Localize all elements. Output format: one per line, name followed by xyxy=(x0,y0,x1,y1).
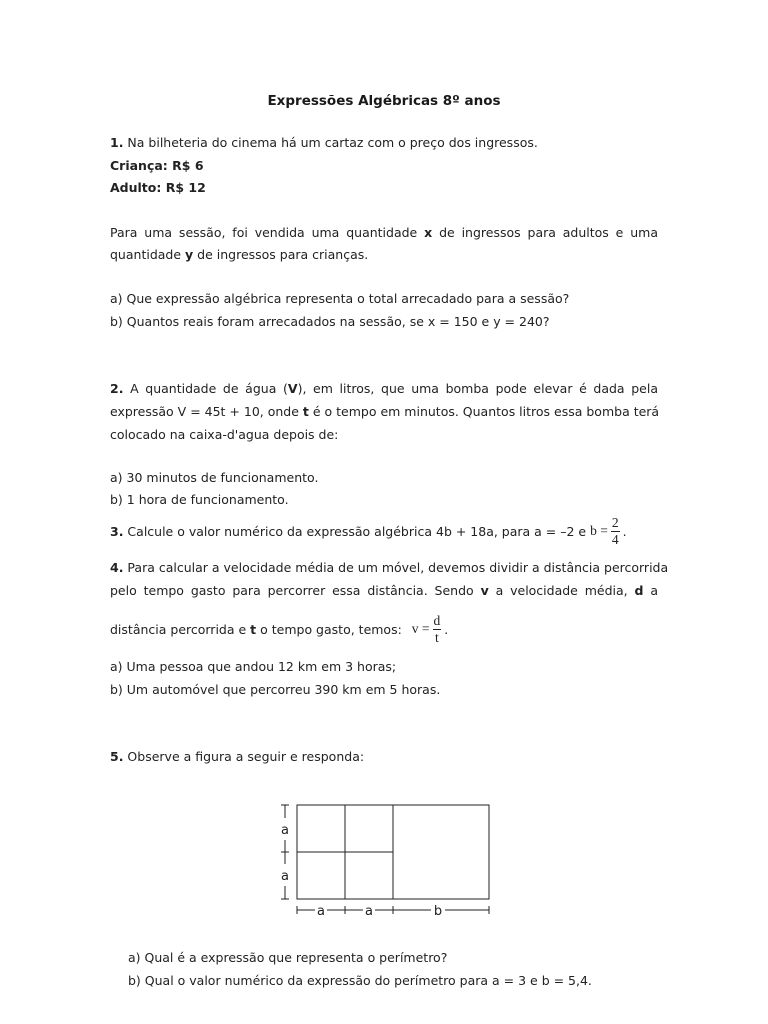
question-3: 3. Calcule o valor numérico da expressão algébrica 4b + 18a, para a = –2 e b = $\frac{2}{4}$ . xyxy=(110,515,627,547)
question-4-line-3: distância percorrida e t o tempo gasto, temos: v = $\frac{d}{t}$ . xyxy=(110,613,449,645)
question-4-v-label: v = xyxy=(411,621,430,636)
question-1-number: 1. xyxy=(110,135,124,150)
question-2-line-3: colocado na caixa-d'agua depois de: xyxy=(110,427,339,442)
question-1-paragraph-line-2: quantidade y de ingressos para crianças. xyxy=(110,247,369,262)
question-3-number: 3. xyxy=(110,523,124,539)
question-2-line-2: expressão V = 45t + 10, onde t é o tempo em minutos. Quantos litros essa bomba terá xyxy=(110,404,660,419)
question-4-fraction: $\frac{d}{t}$ xyxy=(433,613,441,645)
question-4-number: 4. xyxy=(110,560,124,575)
label-a-h1: a xyxy=(317,904,325,919)
label-a-top: a xyxy=(281,823,289,838)
label-a-h2: a xyxy=(365,904,373,919)
question-1-item-a: a) Que expressão algébrica representa o total arrecadado para a sessão? xyxy=(110,291,570,306)
question-5-item-b: b) Qual o valor numérico da expressão do perímetro para a = 3 e b = 5,4. xyxy=(128,973,592,988)
question-2-number: 2. xyxy=(110,381,124,396)
vertical-dimension xyxy=(281,805,289,899)
question-2-item-a: a) 30 minutos de funcionamento. xyxy=(110,470,319,485)
question-2-item-b: b) 1 hora de funcionamento. xyxy=(110,492,289,507)
question-1-paragraph-line-1: Para uma sessão, foi vendida uma quantidade x de ingressos para adultos e uma xyxy=(110,225,659,240)
price-child: Criança: R$ 6 xyxy=(110,158,204,173)
label-b: b xyxy=(433,904,443,919)
price-adult: Adulto: R$ 12 xyxy=(110,180,206,195)
question-4-item-b: b) Um automóvel que percorreu 390 km em 5 horas. xyxy=(110,682,441,697)
question-1-item-b: b) Quantos reais foram arrecadados na sessão, se x = 150 e y = 240? xyxy=(110,314,550,329)
question-4-line-1: 4. Para calcular a velocidade média de um móvel, devemos dividir a distância percorrida xyxy=(110,560,669,575)
question-4-line-2: pelo tempo gasto para percorrer essa distância. Sendo v a velocidade média, d a xyxy=(110,583,658,598)
question-2-line-1: 2. A quantidade de água (V), em litros, que uma bomba pode elevar é dada pela xyxy=(110,381,658,396)
label-a-bottom: a xyxy=(281,869,289,884)
question-3-b-label: b = xyxy=(590,523,608,538)
horizontal-dimension xyxy=(297,904,489,919)
question-5-number: 5. xyxy=(110,749,124,764)
question-1-intro: 1. Na bilheteria do cinema há um cartaz com o preço dos ingressos. xyxy=(110,135,538,150)
question-5-item-a: a) Qual é a expressão que representa o perímetro? xyxy=(128,950,448,965)
question-3-fraction: $\frac{2}{4}$ xyxy=(611,515,619,547)
page-title: Expressões Algébricas 8º anos xyxy=(267,93,501,109)
question-4-item-a: a) Uma pessoa que andou 12 km em 3 horas; xyxy=(110,659,397,674)
question-5-intro: 5. Observe a figura a seguir e responda: xyxy=(110,749,365,764)
rectangle-figure xyxy=(270,798,500,923)
